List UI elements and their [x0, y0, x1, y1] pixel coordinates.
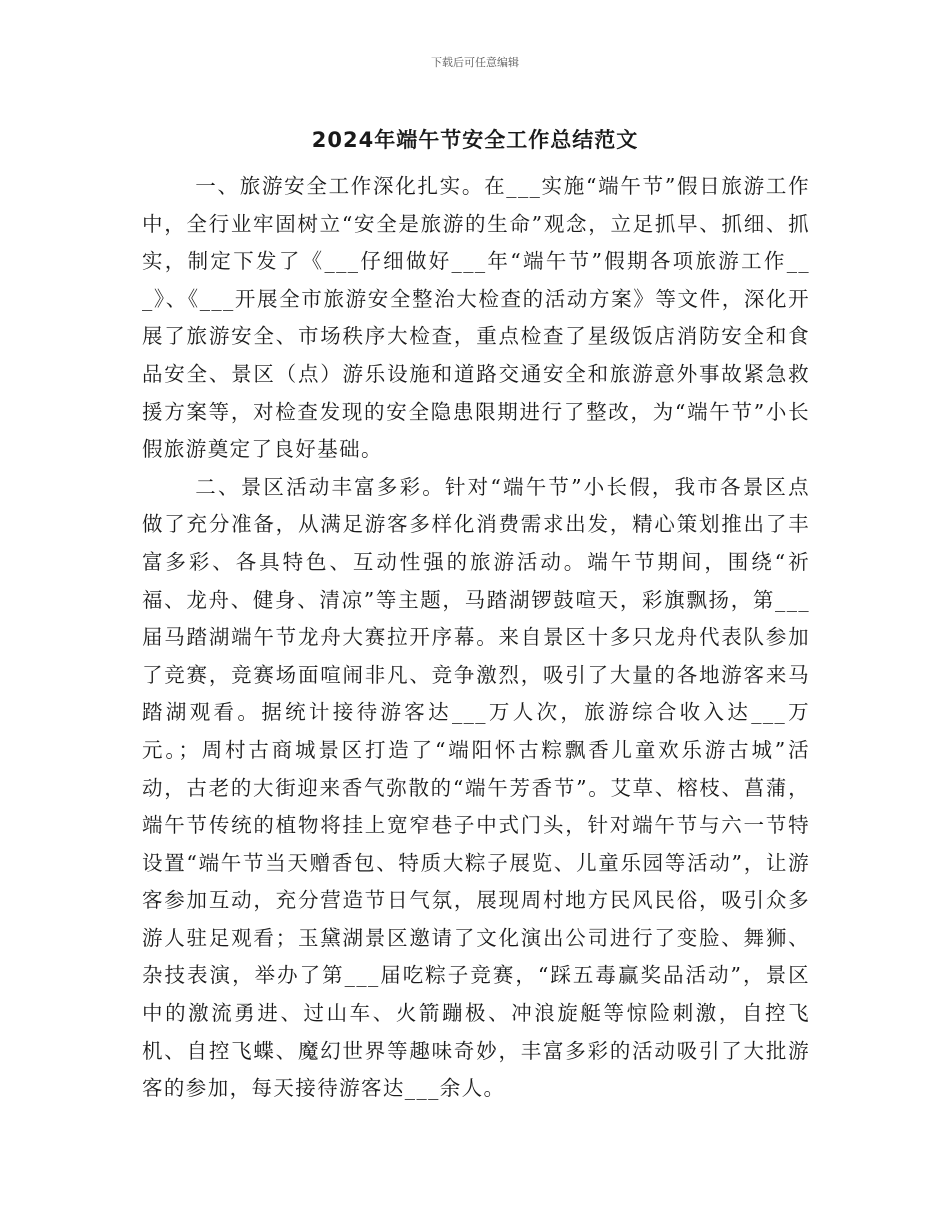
header-note: 下载后可任意编辑 [431, 56, 519, 69]
paragraph-scenic-activities: 二、景区活动丰富多彩。针对“端午节”小长假，我市各景区点做了充分准备，从满足游客多样化消费需求出发，精心策划推出了丰富多彩、各具特色、互动性强的旅游活动。端午节期间，围绕“祈福、龙舟、健身、清凉”等主题，马踏湖锣鼓喧天，彩旗飘扬，第___届马踏湖端午节龙舟大赛拉开序幕。来自景区十多只龙舟代表队参加了竞赛，竞赛场面喧闹非凡、竞争激烈，吸引了大量的各地游客来马踏湖观看。据统计接待游客达___万人次，旅游综合收入达___万元。；周村古商城景区打造了“端阳怀古粽飘香儿童欢乐游古城”活动，古老的大街迎来香气弥散的“端午芳香节”。艾草、榕枝、菖蒲，端午节传统的植物将挂上宽窄巷子中式门头，针对端午节与六一节特设置“端午节当天赠香包、特质大粽子展览、儿童乐园等活动”，让游客参加互动，充分营造节日气氛，展现周村地方民风民俗，吸引众多游人驻足观看；玉黛湖景区邀请了文化演出公司进行了变脸、舞狮、杂技表演，举办了第___届吃粽子竞赛，“踩五毒赢奖品活动”，景区中的激流勇进、过山车、火箭蹦极、冲浪旋艇等惊险刺激，自控飞机、自控飞蝶、魔幻世界等趣味奇妙，丰富多彩的活动吸引了大批游客的参加，每天接待游客达___余人。 [142, 474, 810, 1101]
page-title: 2024年端午节安全工作总结范文 [311, 128, 639, 152]
paragraph-tourism-safety: 一、旅游安全工作深化扎实。在___实施“端午节”假日旅游工作中，全行业牢固树立“安全是旅游的生命”观念，立足抓早、抓细、抓实，制定下发了《___仔细做好___年“端午节”假期各项旅游工作___》、《___开展全市旅游安全整治大检查的活动方案》等文件，深化开展了旅游安全、市场秩序大检查，重点检查了星级饭店消防安全和食品安全、景区（点）游乐设施和道路交通安全和旅游意外事故紧急救援方案等，对检查发现的安全隐患限期进行了整改，为“端午节”小长假旅游奠定了良好基础。 [142, 174, 810, 462]
document-body [142, 168, 810, 1108]
